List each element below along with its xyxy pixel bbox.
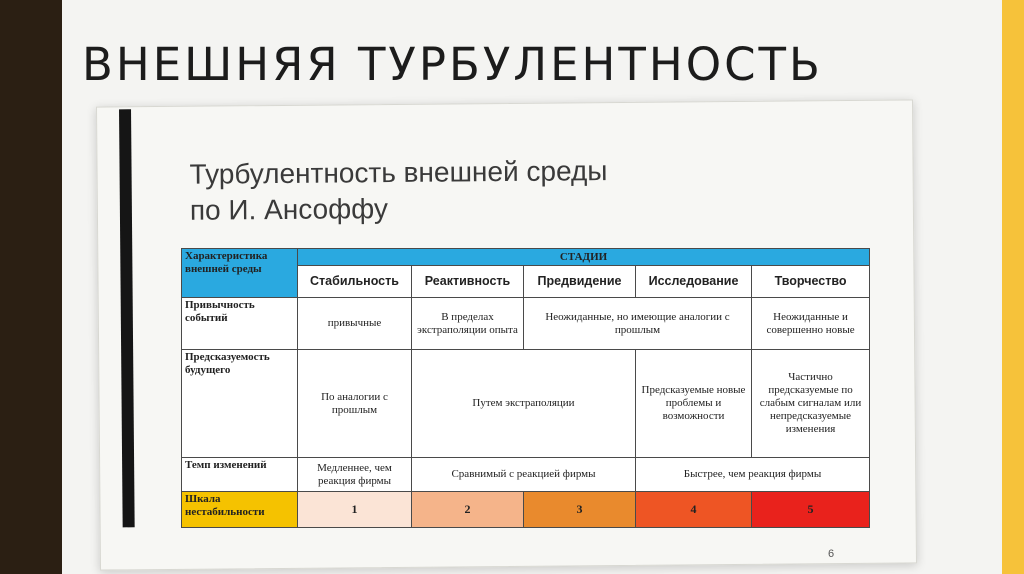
table-cell: привычные: [298, 298, 412, 350]
stages-header: СТАДИИ: [298, 249, 870, 266]
table-cell: В пределах экстраполяции опыта: [412, 298, 524, 350]
figure-accent-bar: [119, 109, 135, 527]
table-row: [182, 350, 870, 458]
stage-header: Творчество: [752, 266, 870, 298]
scale-cell: 4: [636, 492, 752, 528]
corner-header: Характеристика внешней среды: [182, 249, 298, 298]
scale-cell: 2: [412, 492, 524, 528]
table-cell: Быстрее, чем реакция фирмы: [636, 458, 870, 492]
table-row: [182, 458, 870, 492]
row-label: Привычность событий: [182, 298, 298, 350]
scale-cell: 5: [752, 492, 870, 528]
table-cell: Частично предсказуемые по слабым сигналам или непредсказуемые изменения: [752, 350, 870, 458]
stage-header: Стабильность: [298, 266, 412, 298]
page-number: 6: [828, 548, 835, 560]
table-header-row: [182, 249, 870, 266]
table-cell: Предсказуемые новые проблемы и возможности: [636, 350, 752, 458]
figure-heading-line2: по И. Ансоффу: [189, 193, 389, 226]
right-decor-bar: [1002, 0, 1024, 574]
table-row: [182, 298, 870, 350]
table-cell: Медленнее, чем реакция фирмы: [298, 458, 412, 492]
stage-header: Предвидение: [524, 266, 636, 298]
row-label: Темп изменений: [182, 458, 298, 492]
slide-title: ВНЕШНЯЯ ТУРБУЛЕНТНОСТЬ: [82, 38, 823, 91]
table-cell: По аналогии с прошлым: [298, 350, 412, 458]
scale-cell: 3: [524, 492, 636, 528]
stage-header: Исследование: [636, 266, 752, 298]
turbulence-table: [181, 248, 870, 528]
table-cell: Путем экстраполяции: [412, 350, 636, 458]
row-label: Предсказуемость будущего: [182, 350, 298, 458]
figure-heading: [189, 153, 607, 229]
stage-header: Реактивность: [412, 266, 524, 298]
table-cell: Неожиданные, но имеющие аналогии с прошлым: [524, 298, 752, 350]
figure-heading-line1: Турбулентность внешней среды: [189, 155, 608, 190]
table-row: [182, 492, 870, 528]
table-cell: Сравнимый с реакцией фирмы: [412, 458, 636, 492]
table-cell: Неожиданные и совершенно новые: [752, 298, 870, 350]
scale-cell: 1: [298, 492, 412, 528]
row-label: Шкала нестабильности: [182, 492, 298, 528]
left-decor-bar: [0, 0, 62, 574]
